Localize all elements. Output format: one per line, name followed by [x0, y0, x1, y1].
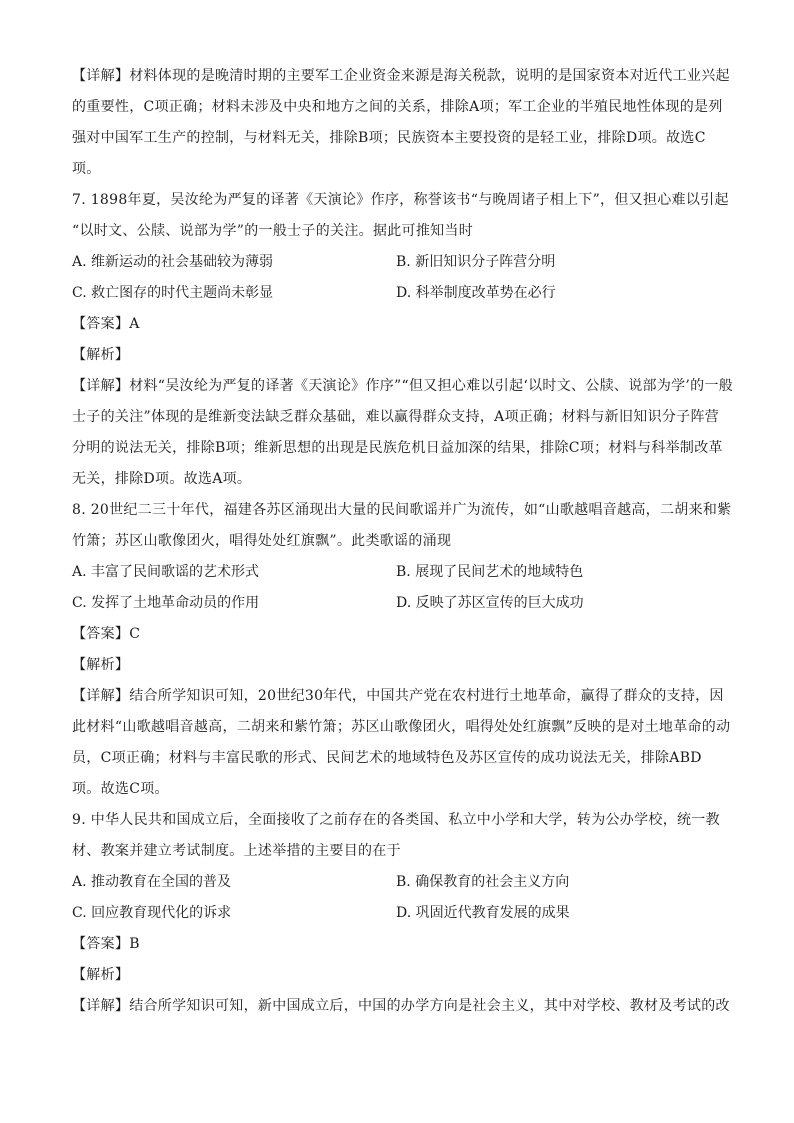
option-d: D. 科举制度改革势在必行: [396, 285, 556, 301]
options-row: [72, 588, 722, 619]
question-stem: “以时文、公牍、说部为学”的一般士子的关注。据此可推知当时: [72, 223, 474, 239]
text-line: 【详解】材料体现的是晚清时期的主要军工企业资金来源是海关税款，说明的是国家资本对近代工业兴起: [72, 68, 730, 84]
question-stem: 材、教案并建立考试制度。上述举措的主要目的在于: [72, 843, 401, 859]
option-a: A. 维新运动的社会基础较为薄弱: [72, 254, 274, 270]
question-stem: 8. 20世纪二三十年代，福建各苏区涌现出大量的民间歌谣并广为流传，如“山歌越唱音越高，二胡来和紫: [72, 502, 732, 518]
question-stem: 9. 中华人民共和国成立后，全面接收了之前存在的各类国、私立中小学和大学，转为公办学校，统一教: [72, 812, 720, 828]
detail-line: 士子的关注”体现的是维新变法缺乏群众基础，难以赢得群众支持，A项正确；材料与新旧知识分子阵营: [72, 409, 720, 425]
option-b: B. 新旧知识分子阵营分明: [396, 254, 556, 270]
text-line: 强对中国军工生产的控制，与材料无关，排除B项；民族资本主要投资的是轻工业，排除D项。故选C: [72, 130, 706, 146]
option-b: B. 展现了民间艺术的地域特色: [396, 564, 584, 580]
question-8: [72, 495, 732, 805]
detail-line: 【详解】结合所学知识可知，新中国成立后，中国的办学方向是社会主义，其中对学校、教材及考试的改: [72, 998, 730, 1014]
detail-line: 无关，排除D项。故选A项。: [72, 471, 252, 487]
options-row: [72, 278, 722, 309]
detail-line: 【详解】材料“吴汝纶为严复的译著《天演论》作序”“但又担心难以引起‘以时文、公牍、说部为学’的一般: [72, 378, 734, 394]
question-9: [72, 805, 730, 1022]
options-row: [72, 247, 722, 278]
option-b: B. 确保教育的社会主义方向: [396, 874, 570, 890]
option-c: C. 发挥了土地革命动员的作用: [72, 595, 260, 611]
option-a: A. 推动教育在全国的普及: [72, 874, 232, 890]
detail-line: 项。故选C项。: [72, 781, 169, 797]
analysis-heading: 【解析】: [72, 657, 130, 673]
detail-line: 【详解】结合所学知识可知，20世纪30年代，中国共产党在农村进行土地革命，赢得了群众的支持，因: [72, 688, 724, 704]
option-d: D. 反映了苏区宣传的巨大成功: [396, 595, 584, 611]
question-7: [72, 185, 734, 495]
page-content: [72, 61, 734, 1022]
question-stem: 竹箫；苏区山歌像团火，唱得处处红旗飘”。此类歌谣的涌现: [72, 533, 452, 549]
options-row: [72, 898, 722, 929]
detail-line: 员，C项正确；材料与丰富民歌的形式、民间艺术的地域特色及苏区宣传的成功说法无关，排除ABD: [72, 750, 702, 766]
question-stem: 7. 1898年夏，吴汝纶为严复的译著《天演论》作序，称誉该书“与晚周诸子相上下”，但又担心难以引起: [72, 192, 729, 208]
analysis-heading: 【解析】: [72, 967, 130, 983]
answer: 【答案】C: [72, 626, 141, 642]
answer: 【答案】A: [72, 316, 140, 332]
option-a: A. 丰富了民间歌谣的艺术形式: [72, 564, 260, 580]
analysis-heading: 【解析】: [72, 347, 130, 363]
detail-line: 此材料“山歌越唱音越高，二胡来和紫竹箫；苏区山歌像团火，唱得处处红旗飘”反映的是对土地革命的动: [72, 719, 731, 735]
answer: 【答案】B: [72, 936, 140, 952]
option-d: D. 巩固近代教育发展的成果: [396, 905, 570, 921]
text-line: 的重要性，C项正确；材料未涉及中央和地方之间的关系，排除A项；军工企业的半殖民地性体现的是列: [72, 99, 723, 115]
text-line: 项。: [72, 161, 101, 177]
options-row: [72, 557, 722, 588]
q6-detail: [72, 61, 730, 185]
option-c: C. 回应教育现代化的诉求: [72, 905, 232, 921]
option-c: C. 救亡图存的时代主题尚未彰显: [72, 285, 274, 301]
options-row: [72, 867, 722, 898]
detail-line: 分明的说法无关，排除B项；维新思想的出现是民族危机日益加深的结果，排除C项；材料与科举制改革: [72, 440, 723, 456]
